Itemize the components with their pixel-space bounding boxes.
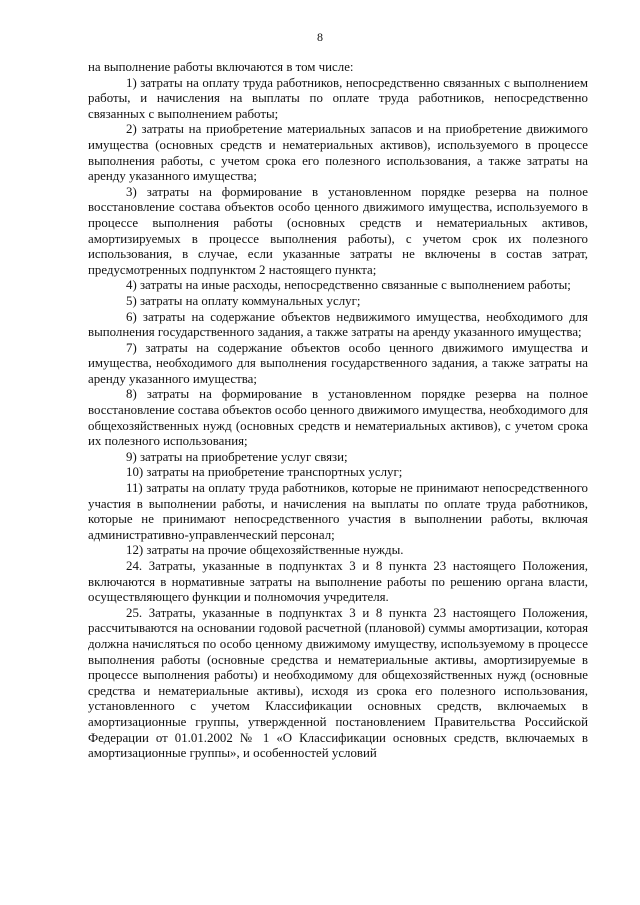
paragraph-item-7: 7) затраты на содержание объектов особо ценного движимого имущества и имущества, необходимого для выполнения государственного задания, а также затраты на аренду указанного имущества;	[88, 340, 588, 386]
page-number: 8	[317, 30, 323, 44]
paragraph-item-6: 6) затраты на содержание объектов недвижимого имущества, необходимого для выполнения государственного задания, а также затраты на аренду указанного имущества;	[88, 309, 588, 340]
paragraph-item-3: 3) затраты на формирование в установленном порядке резерва на полное восстановление состава объектов особо ценного движимого имущества, используемого в процессе выполнения работы (основных средств и нематериальных активов, амортизируемых в процессе выполнения работы), с учетом срок их полезного использования, в случае, если указанные затраты не включены в состав затрат, предусмотренных подпунктом 2 настоящего пункта;	[88, 184, 588, 277]
paragraph-item-4: 4) затраты на иные расходы, непосредственно связанные с выполнением работы;	[126, 278, 571, 293]
paragraph-item-11: 11) затраты на оплату труда работников, которые не принимают непосредственного участия в выполнении работы, и начисления на выплаты по оплате труда работников, которые не принимают непосредственного участия в выполнении работы, включая административно-управленческий персонал;	[88, 481, 588, 542]
paragraph-item-9: 9) затраты на приобретение услуг связи;	[126, 449, 348, 464]
paragraph-intro: на выполнение работы включаются в том числе:	[88, 60, 354, 74]
paragraph-item-5: 5) затраты на оплату коммунальных услуг;	[126, 293, 361, 308]
paragraph-item-10: 10) затраты на приобретение транспортных услуг;	[126, 465, 403, 480]
paragraph-clause-24: 24. Затраты, указанные в подпунктах 3 и 8 пункта 23 настоящего Положения, включаются в нормативные затраты на выполнение работы по решению органа власти, осуществляющего функции и полномочия учредителя.	[88, 559, 588, 605]
document-body	[88, 60, 588, 762]
paragraph-clause-25: 25. Затраты, указанные в подпунктах 3 и 8 пункта 23 настоящего Положения, рассчитываются на основании годовой расчетной (плановой) суммы амортизации, которая должна начисляться по особо ценному движимому имуществу, используемому в процессе выполнения работы (основные средства и нематериальные активы, амортизируемые в процессе выполнения работы) и необходимому для общехозяйственных нужд (основные средства и нематериальные активы), исходя из срока его полезного использования, установленного с учетом Классификации основных средств, включаемых в амортизационные группы, утвержденной постановлением Правительства Российской Федерации от 01.01.2002 № 1 «О Классификации основных средств, включаемых в амортизационные группы», и особенностей условий	[88, 605, 588, 761]
paragraph-item-12: 12) затраты на прочие общехозяйственные нужды.	[126, 543, 404, 558]
paragraph-item-1: 1) затраты на оплату труда работников, непосредственно связанных с выполнением работы, и начисления на выплаты по оплате труда работников, непосредственно связанных с выполнением работы;	[88, 75, 588, 121]
paragraph-item-8: 8) затраты на формирование в установленном порядке резерва на полное восстановление состава объектов особо ценного движимого имущества, необходимого для общехозяйственных нужд (основных средств и нематериальных активов), с учетом срока их полезного использования;	[88, 387, 588, 449]
paragraph-item-2: 2) затраты на приобретение материальных запасов и на приобретение движимого имущества (основных средств и нематериальных активов), используемого в процессе выполнения работы, с учетом срока его полезного использования, а также затраты на аренду указанного имущества;	[88, 122, 588, 184]
